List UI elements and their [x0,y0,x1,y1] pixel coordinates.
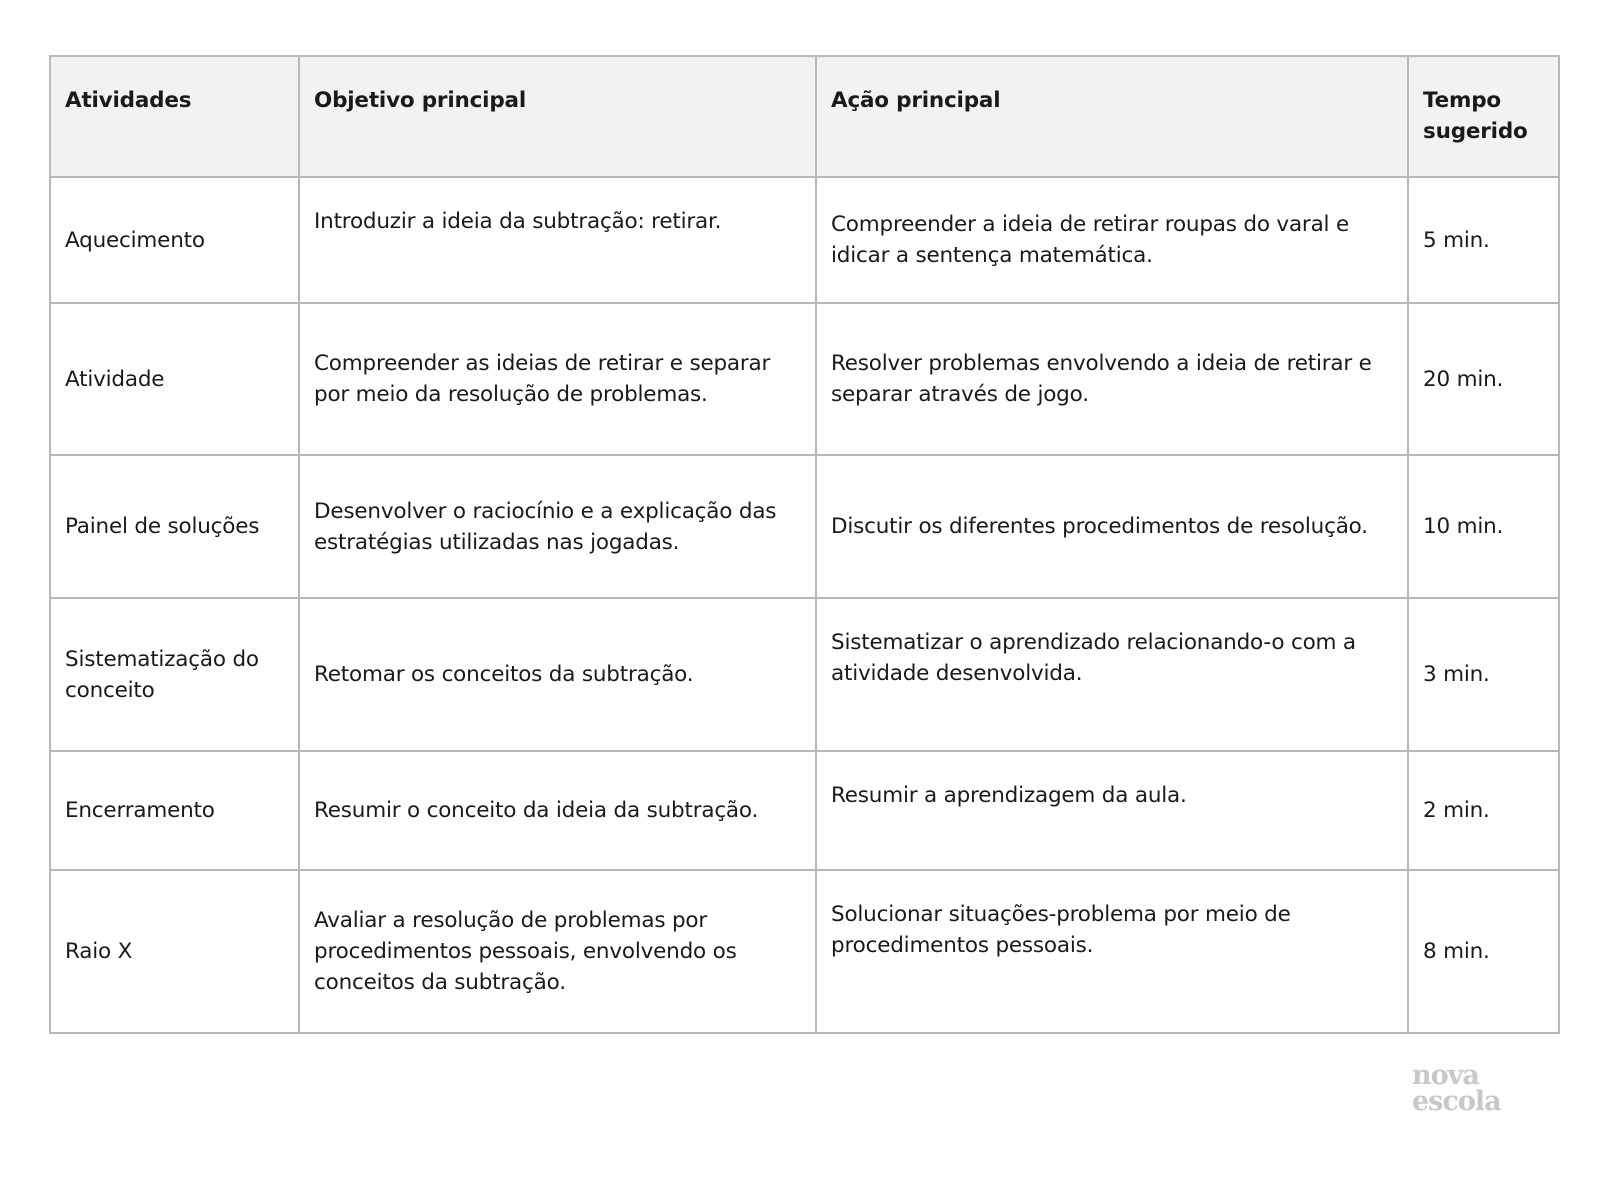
table-row [50,455,1559,598]
cell-tempo: 3 min. [1408,598,1559,751]
cell-tempo: 10 min. [1408,455,1559,598]
header-acao: Ação principal [816,56,1408,177]
cell-atividade: Raio X [50,870,299,1033]
cell-objetivo: Introduzir a ideia da subtração: retirar. [299,177,816,303]
cell-acao: Sistematizar o aprendizado relacionando-o com a atividade desenvolvida. [816,598,1408,751]
cell-tempo: 8 min. [1408,870,1559,1033]
cell-acao: Compreender a ideia de retirar roupas do varal e idicar a sentença matemática. [816,177,1408,303]
cell-atividade: Atividade [50,303,299,455]
cell-acao: Solucionar situações-problema por meio de procedimentos pessoais. [816,870,1408,1033]
header-tempo: Tempo sugerido [1408,56,1559,177]
cell-objetivo: Resumir o conceito da ideia da subtração. [299,751,816,870]
cell-atividade: Encerramento [50,751,299,870]
cell-acao: Discutir os diferentes procedimentos de resolução. [816,455,1408,598]
cell-objetivo: Avaliar a resolução de problemas por procedimentos pessoais, envolvendo os conceitos da subtração. [299,870,816,1033]
table-row [50,870,1559,1033]
cell-atividade: Sistematização do conceito [50,598,299,751]
header-row [50,56,1559,177]
logo-line-1: nova [1412,1060,1479,1091]
header-atividades: Atividades [50,56,299,177]
cell-tempo: 5 min. [1408,177,1559,303]
cell-objetivo: Desenvolver o raciocínio e a explicação das estratégias utilizadas nas jogadas. [299,455,816,598]
cell-acao: Resolver problemas envolvendo a ideia de retirar e separar através de jogo. [816,303,1408,455]
cell-tempo: 20 min. [1408,303,1559,455]
table-row [50,751,1559,870]
table-row [50,177,1559,303]
cell-acao: Resumir a aprendizagem da aula. [816,751,1408,870]
logo-line-2: escola [1412,1086,1501,1117]
cell-atividade: Aquecimento [50,177,299,303]
cell-tempo: 2 min. [1408,751,1559,870]
table-row [50,598,1559,751]
header-objetivo: Objetivo principal [299,56,816,177]
nova-escola-logo [1412,1060,1501,1117]
cell-atividade: Painel de soluções [50,455,299,598]
cell-objetivo: Retomar os conceitos da subtração. [299,598,816,751]
cell-objetivo: Compreender as ideias de retirar e separar por meio da resolução de problemas. [299,303,816,455]
lesson-plan-table [49,55,1560,1034]
table-row [50,303,1559,455]
